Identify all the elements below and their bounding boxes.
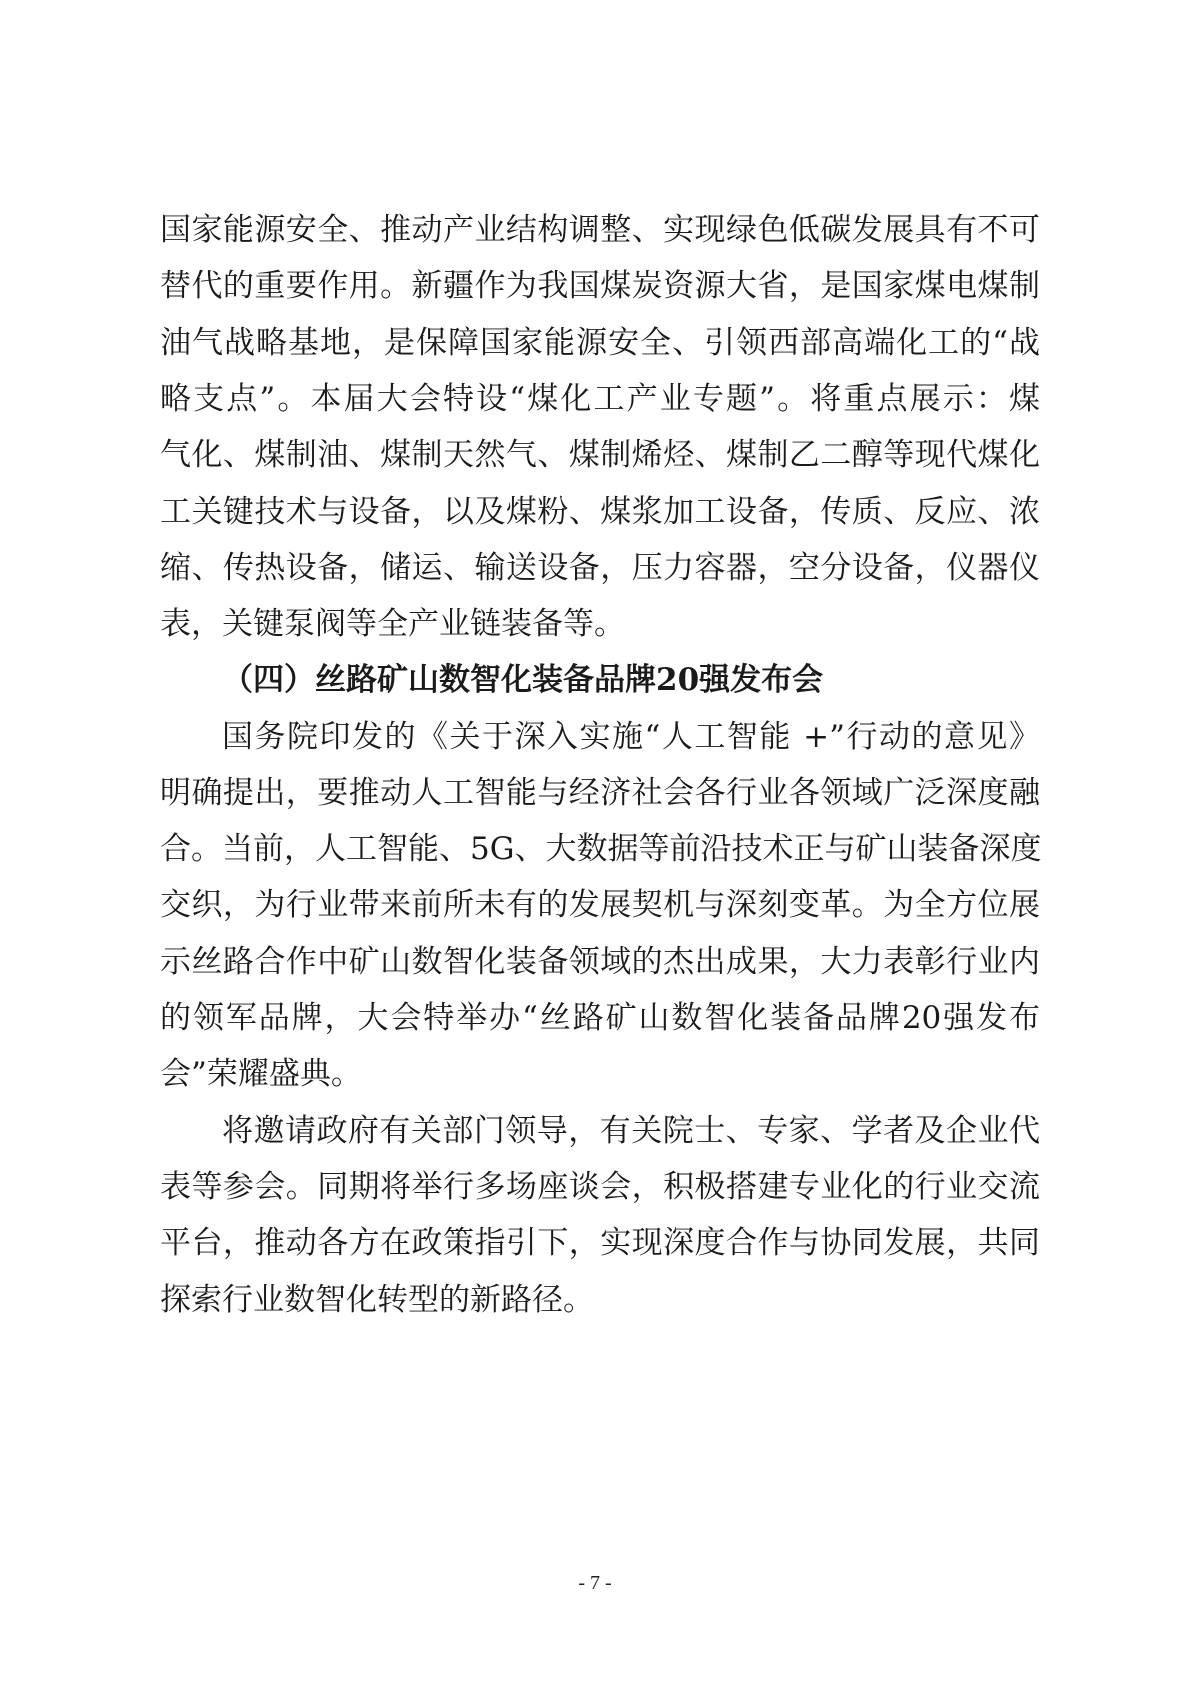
paragraph-1-line-5: 气化、煤制油、煤制天然气、煤制烯烃、煤制乙二醇等现代煤化 (160, 437, 1040, 473)
paragraph-1-line-2: 替代的重要作用。新疆作为我国煤炭资源大省，是国家煤电煤制 (160, 268, 1040, 304)
paragraph-3-line-1: 将邀请政府有关部门领导，有关院士、专家、学者及企业代 (222, 1113, 1040, 1149)
paragraph-1-line-6: 工关键技术与设备，以及煤粉、煤浆加工设备，传质、反应、浓 (160, 494, 1040, 530)
paragraph-2-line-6: 的领军品牌，大会特举办“丝路矿山数智化装备品牌20强发布 (160, 1000, 1040, 1036)
paragraph-2-line-3: 合。当前，人工智能、5G、大数据等前沿技术正与矿山装备深度 (160, 831, 1042, 867)
section-heading: （四）丝路矿山数智化装备品牌20强发布会 (222, 662, 824, 698)
paragraph-1-line-1: 国家能源安全、推动产业结构调整、实现绿色低碳发展具有不可 (160, 212, 1040, 248)
paragraph-2-line-4: 交织，为行业带来前所未有的发展契机与深刻变革。为全方位展 (160, 887, 1040, 923)
paragraph-1-line-8: 表，关键泵阀等全产业链装备等。 (160, 606, 625, 642)
paragraph-3-line-2: 表等参会。同期将举行多场座谈会，积极搭建专业化的行业交流 (160, 1169, 1040, 1205)
paragraph-1-line-3: 油气战略基地，是保障国家能源安全、引领西部高端化工的“战 (160, 325, 1040, 361)
paragraph-1-line-4: 略支点”。本届大会特设“煤化工产业专题”。将重点展示：煤 (160, 381, 1040, 417)
page-number: - 7 - (578, 1572, 612, 1594)
paragraph-1-line-7: 缩、传热设备，储运、输送设备，压力容器，空分设备，仪器仪 (160, 550, 1040, 586)
paragraph-2-line-7: 会”荣耀盛典。 (160, 1056, 362, 1092)
paragraph-3-line-3: 平台，推动各方在政策指引下，实现深度合作与协同发展，共同 (160, 1225, 1040, 1261)
paragraph-3-line-4: 探索行业数智化转型的新路径。 (160, 1282, 594, 1318)
paragraph-2-line-1: 国务院印发的《关于深入实施“人工智能 +”行动的意见》 (222, 719, 1040, 755)
paragraph-2-line-2: 明确提出，要推动人工智能与经济社会各行业各领域广泛深度融 (160, 775, 1040, 811)
paragraph-2-line-5: 示丝路合作中矿山数智化装备领域的杰出成果，大力表彰行业内 (160, 944, 1040, 980)
